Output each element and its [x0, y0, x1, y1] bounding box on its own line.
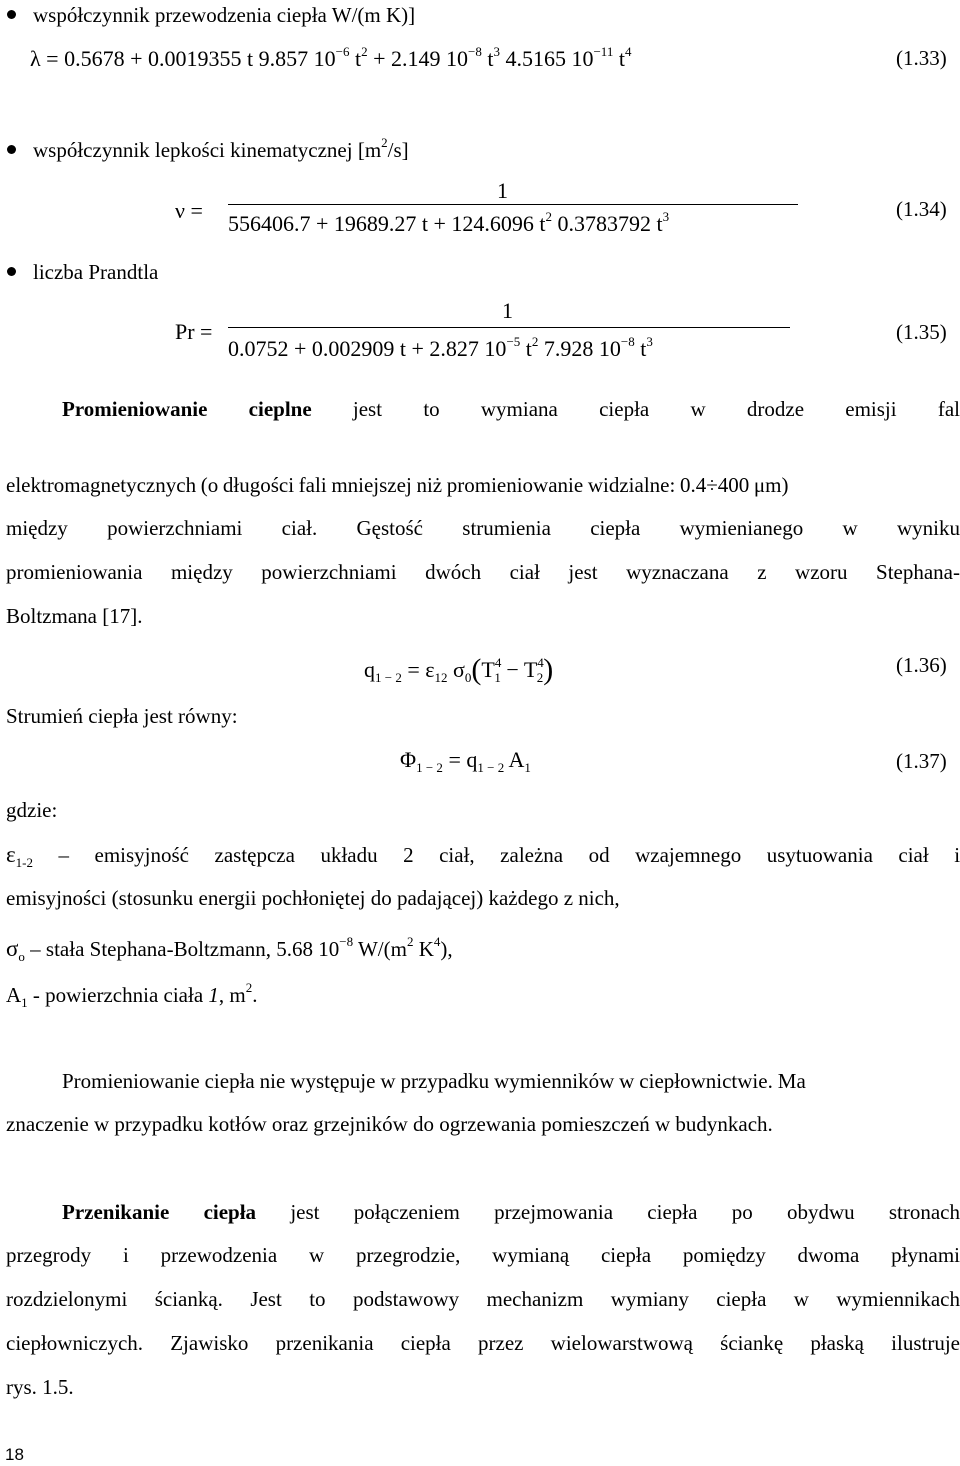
word: obydwu [786, 1200, 855, 1224]
eq-part: 4.5165 10 [499, 46, 594, 71]
fraction-denominator [228, 334, 653, 361]
equation-1-36 [364, 653, 554, 686]
close-paren: ) [543, 653, 554, 686]
eq-part: = 0.5678 + 0.0019355 t 9.857 10 [40, 46, 336, 71]
word: usytuowania [766, 843, 873, 867]
exponent: 4 [537, 655, 544, 670]
exponent: −8 [468, 44, 482, 59]
exponent: 2 [545, 209, 553, 224]
epsilon-symbol [6, 842, 34, 870]
bullet-text-thermal-conductivity: współczynnik przewodzenia ciepła W/(m K)] [33, 3, 416, 27]
eq-part: = q [442, 747, 478, 772]
word: zależna [500, 843, 564, 867]
word: zastępcza [214, 843, 295, 867]
text-part: /s] [387, 138, 409, 162]
equation-number-1-37: (1.37) [896, 749, 947, 773]
subscript: 12 [434, 670, 448, 685]
text-part: współczynnik lepkości kinematycznej [m [33, 138, 382, 162]
exponent: 3 [662, 209, 670, 224]
eq-part: 7.928 10 [538, 336, 621, 361]
italic-number: 1 [208, 983, 219, 1007]
fraction-bar [228, 204, 798, 205]
word: ciepła [599, 397, 650, 421]
exponent: 2 [531, 334, 539, 349]
eq-part: + 2.149 10 [367, 46, 468, 71]
text-part: K [413, 937, 434, 961]
word: wymiana [480, 397, 558, 421]
def-epsilon-line1 [6, 842, 960, 870]
word: 2 [403, 843, 414, 867]
word: i [954, 843, 960, 867]
word: ciepła [647, 1200, 698, 1224]
word: jest [352, 397, 383, 421]
word: to [423, 397, 440, 421]
bullet-dot [7, 10, 16, 19]
eq-part: − T [500, 657, 538, 682]
a-symbol: A [6, 983, 22, 1007]
bold-term: Promieniowanie [62, 397, 208, 421]
lambda-symbol: λ [30, 46, 41, 71]
exponent: 4 [494, 655, 502, 670]
nu-lhs: ν = [175, 198, 203, 223]
exponent: −8 [620, 334, 635, 349]
bold-term: cieplne [248, 397, 312, 421]
eq-part: t [481, 46, 494, 71]
para3-line3: rozdzielonymi ścianką. Jest to podstawowy mechanizm wymiany ciepła w wymiennikach [6, 1287, 960, 1311]
bold-term: Przenikanie ciepła [62, 1200, 257, 1224]
eq-part: t [634, 336, 647, 361]
text-part: . [252, 983, 258, 1007]
equation-1-33 [30, 44, 632, 71]
def-area [6, 980, 258, 1010]
exponent: 3 [646, 334, 653, 349]
word: emisji [845, 397, 897, 421]
word: fal [937, 397, 960, 421]
para3-line2: przegrody i przewodzenia w przegrodzie, wymianą ciepła pomiędzy dwoma płynami [6, 1243, 960, 1267]
phi-symbol: Φ [400, 747, 417, 772]
equation-number-1-33: (1.33) [896, 46, 947, 70]
eq-part: t [349, 46, 362, 71]
def-sigma [6, 934, 453, 964]
subscript: 1 − 2 [375, 670, 402, 685]
word: ciał [898, 843, 929, 867]
word: ciał, [439, 843, 475, 867]
word: od [588, 843, 610, 867]
para3-line4: ciepłowniczych. Zjawisko przenikania ciepła przez wielowarstwową ściankę płaską ilustruje [6, 1331, 960, 1355]
symbol: ε [6, 842, 16, 867]
para1-line5: Boltzmana [17]. [6, 604, 143, 628]
open-paren: ( [471, 653, 482, 686]
subscript: 1-2 [15, 855, 34, 870]
exponent: −6 [335, 44, 350, 59]
word: połączeniem [353, 1200, 460, 1224]
fraction-numerator: 1 [502, 298, 513, 323]
subscript: 1 [524, 760, 531, 775]
word: stronach [888, 1200, 960, 1224]
eq-part: 0.3783792 t [552, 211, 663, 236]
word: wzajemnego [635, 843, 742, 867]
gdzie-label: gdzie: [6, 798, 58, 822]
para2-line2: znaczenie w przypadku kotłów oraz grzejników do ogrzewania pomieszczeń w budynkach. [6, 1112, 773, 1136]
exponent: 2 [381, 135, 388, 150]
word: w [690, 397, 706, 421]
subscript: 2 [536, 670, 544, 685]
para3-line1 [62, 1202, 960, 1223]
fraction-numerator: 1 [497, 178, 508, 203]
equation-1-37 [400, 747, 531, 775]
sigma-symbol: σ [447, 657, 465, 682]
word: jest [290, 1200, 320, 1224]
page-number: 18 [5, 1445, 24, 1464]
eq-part: = ε [407, 657, 435, 682]
word: drodze [746, 397, 805, 421]
equation-number-1-35: (1.35) [896, 320, 947, 344]
para1-line3: między powierzchniami ciał. Gęstość strumienia ciepła wymienianego w wyniku [6, 516, 960, 540]
eq-part: A [504, 747, 525, 772]
exponent: 4 [433, 934, 441, 949]
subscript: 1 [494, 670, 501, 685]
bullet-text-prandtl: liczba Prandtla [33, 260, 159, 284]
def-epsilon-line2: emisyjności (stosunku energii pochłoniętej do padającej) każdego z nich, [6, 886, 620, 910]
para3-line5: rys. 1.5. [6, 1375, 74, 1399]
subscript: 1 [21, 995, 28, 1010]
para1-line1 [62, 399, 960, 420]
para2-line1: Promieniowanie ciepła nie występuje w przypadku wymienników w ciepłownictwie. Ma [62, 1069, 806, 1093]
exponent: −11 [593, 44, 614, 59]
text-part: W/(m [353, 937, 407, 961]
eq-part: t [613, 46, 625, 71]
eq-part: 0.0752 + 0.002909 t + 2.827 10 [228, 336, 507, 361]
exponent: −8 [339, 934, 354, 949]
strumien-label: Strumień ciepła jest równy: [6, 704, 238, 728]
sigma-symbol: σ [6, 936, 19, 961]
exponent: 2 [406, 934, 414, 949]
exponent: 4 [624, 44, 632, 59]
para1-line2: elektromagnetycznych (o długości fali mniejszej niż promieniowanie widzialne: 0.4÷400 μm) [6, 473, 789, 497]
subscript: 1 − 2 [416, 760, 443, 775]
equation-number-1-36: (1.36) [896, 653, 947, 677]
subscript: 1 − 2 [477, 760, 505, 775]
exponent: 2 [245, 980, 253, 995]
word: przejmowania [494, 1200, 614, 1224]
word: – [58, 843, 70, 867]
text-part: – stała Stephana-Boltzmann, 5.68 10 [24, 937, 340, 961]
t1-symbol: T [481, 657, 495, 682]
q-symbol: q [364, 657, 375, 682]
exponent: −5 [506, 334, 521, 349]
text-part: ), [440, 937, 453, 961]
word: po [731, 1200, 753, 1224]
bullet-dot [7, 267, 16, 276]
eq-part: t [520, 336, 532, 361]
equation-number-1-34: (1.34) [896, 197, 947, 221]
subscript: 0 [464, 670, 472, 685]
subscript: o [18, 949, 25, 964]
text-part: - powierzchnia ciała [27, 983, 209, 1007]
bullet-text-kinematic-viscosity [33, 135, 409, 162]
para1-line4: promieniowania między powierzchniami dwóch ciał jest wyznaczana z wzoru Stephana- [6, 560, 960, 584]
fraction-denominator [228, 209, 670, 236]
exponent: 3 [493, 44, 500, 59]
exponent: 2 [361, 44, 368, 59]
text-part: , m [218, 983, 246, 1007]
fraction-bar [228, 327, 790, 328]
word: układu [320, 843, 378, 867]
eq-part: 556406.7 + 19689.27 t + 124.6096 t [228, 211, 546, 236]
bullet-dot [7, 145, 16, 154]
word: emisyjność [94, 843, 190, 867]
pr-lhs: Pr = [175, 319, 213, 344]
